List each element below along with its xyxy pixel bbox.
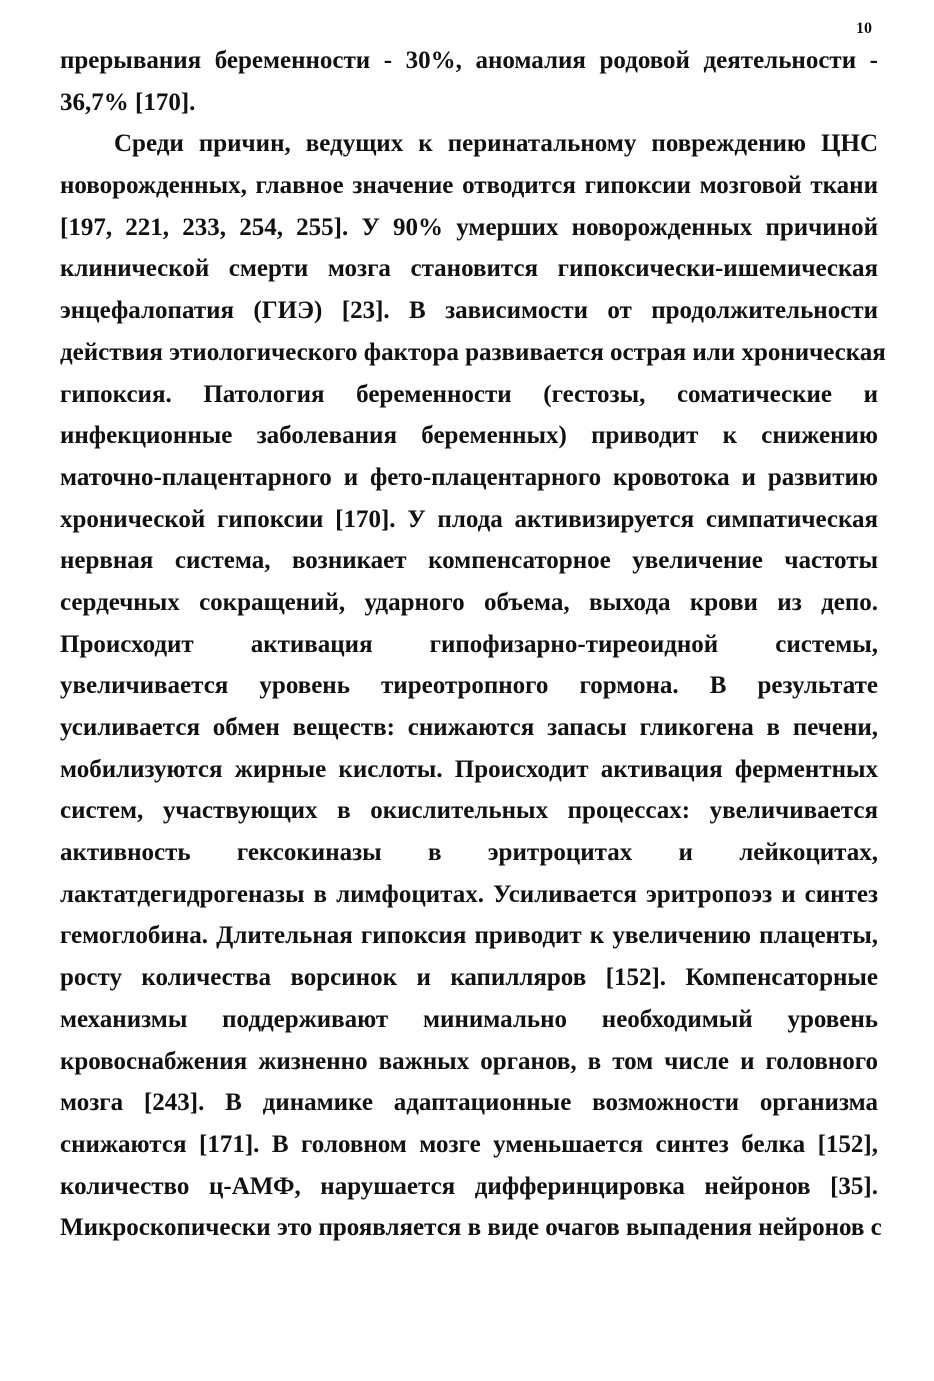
body-text [60, 40, 886, 1249]
text-line: росту количества ворсинок и капилляров [152]. Компенсаторные [60, 964, 878, 992]
text-line: снижаются [171]. В головном мозге уменьшается синтез белка [152], [60, 1130, 878, 1158]
text-line: 36,7% [170]. [60, 88, 196, 116]
text-line: нервная система, возникает компенсаторное увеличение частоты [60, 547, 878, 575]
text-line: гемоглобина. Длительная гипоксия приводит к увеличению плаценты, [60, 922, 878, 950]
text-line: систем, участвующих в окислительных процессах: увеличивается [60, 797, 878, 825]
text-line: мозга [243]. В динамике адаптационные возможности организма [60, 1089, 878, 1117]
text-line: увеличивается уровень тиреотропного гормона. В результате [60, 672, 878, 700]
text-line: активность гексокиназы в эритроцитах и лейкоцитах, [60, 839, 878, 867]
text-line: Происходит активация гипофизарно-тиреоидной системы, [60, 630, 878, 658]
text-line: Микроскопически это проявляется в виде очагов выпадения нейронов с [60, 1214, 882, 1242]
text-line: новорожденных, главное значение отводится гипоксии мозговой ткани [60, 172, 878, 200]
text-line: гипоксия. Патология беременности (гестозы, соматические и [60, 380, 878, 408]
text-line: хронической гипоксии [170]. У плода активизируется симпатическая [60, 505, 878, 533]
text-line: инфекционные заболевания беременных) приводит к снижению [60, 422, 878, 450]
text-line: [197, 221, 233, 254, 255]. У 90% умерших новорожденных причиной [60, 213, 878, 241]
paragraph-first-line: Среди причин, ведущих к перинатальному повреждению ЦНС [114, 130, 878, 158]
page-number: 10 [856, 20, 872, 37]
text-line: энцефалопатия (ГИЭ) [23]. В зависимости от продолжительности [60, 297, 878, 325]
text-line: действия этиологического фактора развивается острая или хроническая [60, 338, 886, 366]
text-line: мобилизуются жирные кислоты. Происходит активация ферментных [60, 755, 878, 783]
text-line: усиливается обмен веществ: снижаются запасы гликогена в печени, [60, 714, 878, 741]
text-line: количество ц-АМФ, нарушается дифферинцировка нейронов [35]. [60, 1172, 878, 1200]
text-line: маточно-плацентарного и фето-плацентарного кровотока и развитию [60, 463, 878, 491]
text-line: прерывания беременности - 30%, аномалия родовой деятельности - [60, 47, 878, 74]
text-line: механизмы поддерживают минимально необходимый уровень [60, 1005, 878, 1033]
text-line: кровоснабжения жизненно важных органов, в том числе и головного [60, 1047, 878, 1075]
text-line: клинической смерти мозга становится гипоксически-ишемическая [60, 255, 878, 283]
text-line: сердечных сокращений, ударного объема, выхода крови из депо. [60, 588, 878, 616]
text-line: лактатдегидрогеназы в лимфоцитах. Усиливается эритропоэз и синтез [60, 880, 878, 908]
